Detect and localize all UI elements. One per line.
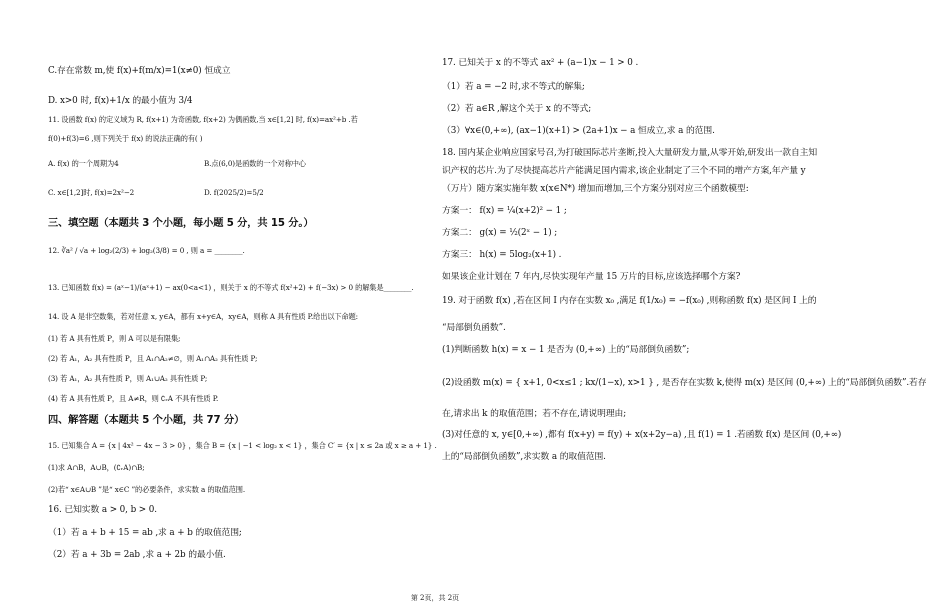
left-line-17: 15. 已知集合 A = {x | 4x² − 4x − 3 > 0} ，集合 B = {x | −1 < log₂ x < 1} ，集合 C′ = {x | x ≤ 2a 或 x ≥ a + 1} .: [48, 441, 437, 450]
right-line-13: (1)判断函数 h(x) = x − 1 是否为 (0,+∞) 上的“局部倒负函数”;: [442, 345, 690, 355]
left-line-3: f(0)+f(3)=6 ,则下列关于 f(x) 的说法正确的有( ): [48, 134, 203, 143]
left-line-4: A. f(x) 的一个周期为4: [48, 159, 119, 168]
right-line-0: 17. 已知关于 x 的不等式 ax² + (a−1)x − 1 > 0 .: [442, 58, 639, 68]
left-line-16: 四、解答题（本题共 5 个小题，共 77 分）: [48, 415, 245, 426]
right-line-8: 方案二： g(x) = ½(2ˣ − 1) ;: [442, 228, 558, 238]
right-line-4: 18. 国内某企业响应国家号召,为打破国际芯片垄断,投入大量研发力量,从零开始,研发出一款自主知: [442, 148, 818, 158]
left-line-0: C.存在常数 m,使 f(x)+f(m/x)=1(x≠0) 恒成立: [48, 66, 231, 76]
left-line-6: C. x∈[1,2]时, f(x)=2x²−2: [48, 188, 135, 197]
left-line-14: (3) 若 A₁，A₂ 具有性质 P，则 A₁∪A₂ 具有性质 P;: [48, 374, 208, 383]
right-line-11: 19. 对于函数 f(x) ,若在区间 I 内存在实数 x₀ ,满足 f(1/x₀) = −f(x₀) ,则称函数 f(x) 是区间 I 上的: [442, 296, 817, 306]
right-line-7: 方案一： f(x) = ¼(x+2)² − 1 ;: [442, 206, 567, 216]
right-line-16: (3)对任意的 x, y∈[0,+∞) ,都有 f(x+y) = f(y) + x(x+2y−a) ,且 f(1) = 1 .若函数 f(x) 是区间 (0,+∞): [442, 430, 842, 440]
left-line-20: 16. 已知实数 a > 0, b > 0.: [48, 505, 157, 515]
page-footer: 第 2页，共 2页: [410, 594, 460, 602]
left-line-18: (1)求 A∩B，A∪B，(∁ᵣA)∩B;: [48, 463, 145, 472]
left-line-11: 14. 设 A 是非空数集，若对任意 x, y∈A，都有 x+y∈A，xy∈A，则称 A 具有性质 P.给出以下命题:: [48, 312, 358, 321]
left-line-7: D. f(2025/2)=5/2: [204, 188, 264, 197]
right-line-17: 上的“局部倒负函数”,求实数 a 的取值范围.: [442, 452, 606, 462]
right-line-10: 如果该企业计划在 7 年内,尽快实现年产量 15 万片的目标,应该选择哪个方案?: [442, 272, 741, 282]
right-line-14: (2)设函数 m(x) = { x+1, 0<x≤1 ; kx/(1−x), x>1 } , 是否存在实数 k,使得 m(x) 是区间 (0,+∞) 上的“局部倒负函数”.若存: [442, 378, 926, 388]
left-line-10: 13. 已知函数 f(x) = (aˣ−1)/(aˣ+1) − ax(0<a<1) ，则关于 x 的不等式 f(x²+2) + f(−3x) > 0 的解集是________.: [48, 283, 414, 292]
left-line-9: 12. ∛a² / √a + log₂(2/3) + log₂(3/8) = 0 , 则 a = ________.: [48, 246, 245, 255]
left-line-13: (2) 若 A₁，A₂ 具有性质 P，且 A₁∩A₂≠∅，则 A₁∩A₂ 具有性质 P;: [48, 354, 258, 363]
right-line-9: 方案三： h(x) = 5log₂(x+1) .: [442, 250, 562, 260]
left-line-5: B.点(6,0)是函数的一个对称中心: [204, 159, 306, 168]
left-line-19: (2)若“ x∈A∪B ”是“ x∈C ”的必要条件，求实数 a 的取值范围.: [48, 485, 246, 494]
right-line-3: （3）∀x∈(0,+∞), (ax−1)(x+1) > (2a+1)x − a 恒成立,求 a 的范围.: [442, 126, 715, 136]
right-line-2: （2）若 a∈R ,解这个关于 x 的不等式;: [442, 104, 592, 114]
left-line-8: 三、填空题（本题共 3 个小题，每小题 5 分，共 15 分。）: [48, 218, 314, 229]
left-line-22: （2）若 a + 3b = 2ab ,求 a + 2b 的最小值.: [48, 550, 226, 560]
right-line-15: 在,请求出 k 的取值范围；若不存在,请说明理由;: [442, 409, 627, 419]
right-line-12: “局部倒负函数”.: [442, 323, 506, 333]
left-line-2: 11. 设函数 f(x) 的定义域为 R, f(x+1) 为奇函数, f(x+2) 为偶函数,当 x∈[1,2] 时, f(x)=ax²+b .若: [48, 115, 358, 124]
right-line-6: （万片）随方案实施年数 x(x∈N*) 增加而增加,三个方案分别对应三个函数模型:: [442, 184, 749, 194]
left-line-12: (1) 若 A 具有性质 P，则 A 可以是有限集;: [48, 334, 181, 343]
right-line-1: （1）若 a = −2 时,求不等式的解集;: [442, 82, 585, 92]
left-line-15: (4) 若 A 具有性质 P，且 A≠R，则 ∁ᵣA 不具有性质 P.: [48, 394, 219, 403]
left-line-1: D. x>0 时, f(x)+1/x 的最小值为 3/4: [48, 96, 193, 106]
left-line-21: （1）若 a + b + 15 = ab ,求 a + b 的取值范围;: [48, 528, 242, 538]
right-line-5: 识产权的芯片.为了尽快提高芯片产能满足国内需求,该企业制定了三个不同的增产方案,年产量 y: [442, 166, 806, 176]
